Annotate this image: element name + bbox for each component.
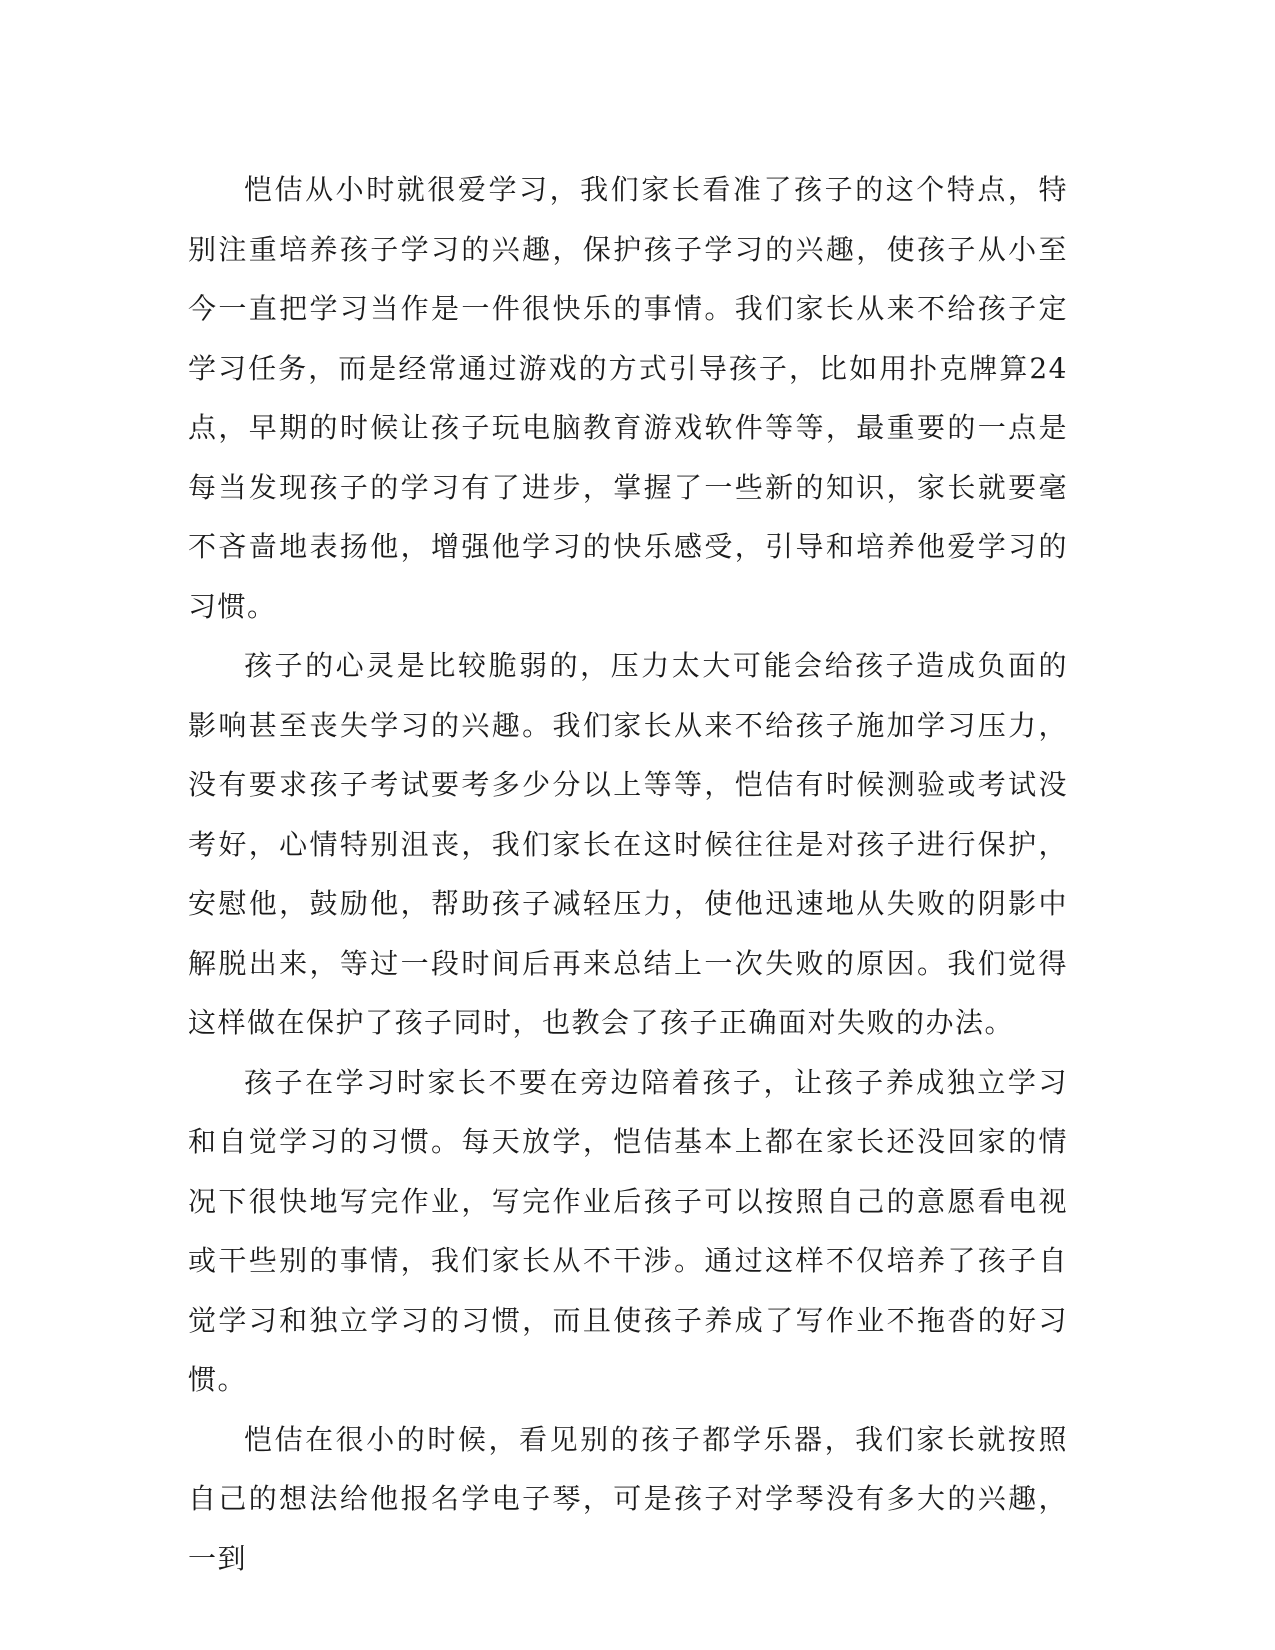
paragraph-4: 恺佶在很小的时候，看见别的孩子都学乐器，我们家长就按照自己的想法给他报名学电子琴，可是孩子对学琴没有多大的兴趣，一到 <box>188 1422 1068 1575</box>
document-body <box>188 160 1068 1588</box>
paragraph-3: 孩子在学习时家长不要在旁边陪着孩子，让孩子养成独立学习和自觉学习的习惯。每天放学，恺佶基本上都在家长还没回家的情况下很快地写完作业，写完作业后孩子可以按照自己的意愿看电视或干些别的事情，我们家长从不干涉。通过这样不仅培养了孩子自觉学习和独立学习的习惯，而且使孩子养成了写作业不拖沓的好习惯。 <box>188 1065 1068 1396</box>
paragraph-1: 恺佶从小时就很爱学习，我们家长看准了孩子的这个特点，特别注重培养孩子学习的兴趣，保护孩子学习的兴趣，使孩子从小至今一直把学习当作是一件很快乐的事情。我们家长从来不给孩子定学习任务，而是经常通过游戏的方式引导孩子，比如用扑克牌算24点，早期的时候让孩子玩电脑教育游戏软件等等，最重要的一点是每当发现孩子的学习有了进步，掌握了一些新的知识，家长就要毫不吝啬地表扬他，增强他学习的快乐感受，引导和培养他爱学习的习惯。 <box>188 173 1068 623</box>
paragraph-2: 孩子的心灵是比较脆弱的，压力太大可能会给孩子造成负面的影响甚至丧失学习的兴趣。我们家长从来不给孩子施加学习压力，没有要求孩子考试要考多少分以上等等，恺佶有时候测验或考试没考好，心情特别沮丧，我们家长在这时候往往是对孩子进行保护，安慰他，鼓励他，帮助孩子减轻压力，使他迅速地从失败的阴影中解脱出来，等过一段时间后再来总结上一次失败的原因。我们觉得这样做在保护了孩子同时，也教会了孩子正确面对失败的办法。 <box>188 649 1068 1039</box>
